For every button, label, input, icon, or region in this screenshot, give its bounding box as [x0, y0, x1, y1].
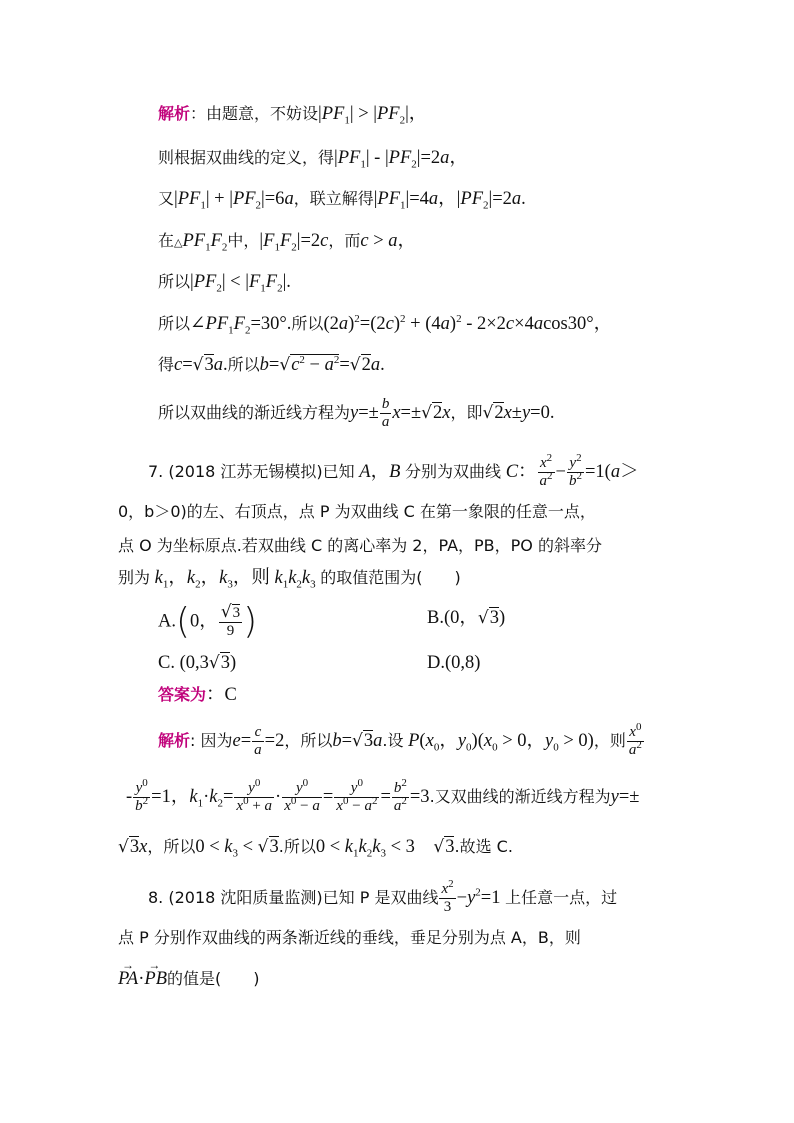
question-8-line-3: → PA·→ PB的值是( ) — [118, 966, 260, 992]
solution-label-2: 解析 — [158, 730, 191, 750]
solution-label: 解析 — [158, 104, 191, 123]
answer-line: 答案为：C — [158, 685, 237, 705]
question-7-line-3: 点 O 为坐标原点.若双曲线 C 的离心率为 2，PA，PB，PO 的斜率分 — [118, 536, 602, 555]
line-definition: 则根据双曲线的定义，得$|PF_1| - |PF_2|=2a$， — [158, 148, 468, 171]
question-7-line-4: 别为 $k_1$，$k_2$，$k_3$，则 $k_1k_2k_3$ 的取值范围为( ) — [118, 568, 461, 591]
question-7-line-2: 0，b＞0)的左、右顶点，点 P 为双曲线 C 在第一象限的任意一点， — [118, 502, 596, 521]
line-compare: 所以$|PF_2| < |F_1F_2|$. — [158, 272, 291, 295]
line-result-c: 得c=√3a.所以$b=√c^2 - a^2=√2a$. — [158, 353, 385, 375]
question-7-line-1: 7. (2018 江苏无锡模拟)已知 A，B 分别为双曲线 C： $\frac{x^2}{a^2}$ − $\frac{y^2}{b^2}$ =1(a＞ — [148, 452, 639, 489]
solution-7-line-1: 解析: 因为e= $\frac{c}{a}$ =2，所以b=√3a.设 $P(x_0$，$y_0)(x_0 > 0$，$y_0 > 0$)，则 $\frac{x^0}{a^2}$ — [158, 721, 642, 758]
option-c[interactable]: C. (0,3√3) — [158, 653, 237, 673]
solution-7-line-3: √3x，所以$0 < k_3 < √3$.所以$0 < k_1k_2k_3 < 3$ √3.故选 C. — [118, 837, 513, 860]
option-b[interactable]: B.(0，√3) — [427, 608, 506, 628]
line-asymptote: 所以双曲线的渐近线方程为y=± $\frac{b}{a}$ x=±√2x，即√2x±y=0. — [158, 396, 555, 430]
option-d[interactable]: D.(0,8) — [427, 653, 481, 673]
line-cosine-law: 所以$\angle PF_1F_2=30^\circ$.所以$(2a)^2=(2c)^2 + (4a)^2 - 2\times 2c\times 4acos30^\circ$， — [158, 312, 613, 337]
line-triangle: 在$\triangle PF_1F_2$中，$|F_1F_2|=2c$，而c > a， — [158, 231, 417, 254]
fraction-b-over-a: $\frac{b}{a}$ — [381, 396, 390, 430]
solution-7-line-2: - $\frac{y^0}{b^2}$ =1，$k_1\cdot k_2=$ $\frac{y^0}{x^0 + a}$ · $\frac{y^0}{x^0 - a}$ = $\frac{y^0}{x^0 - a^2}$ = $\frac{b^2}{a^2}$ =3.又双曲线的渐近线方程为y=± — [126, 777, 640, 814]
answer-label: 答案为 — [158, 685, 207, 704]
question-8-line-2: 点 P 分别作双曲线的两条渐近线的垂线，垂足分别为点 A，B，则 — [118, 928, 581, 947]
line-solution-intro: 解析：由题意，不妨设$|PF_1| > |PF_2|$， — [158, 104, 428, 127]
option-a[interactable]: A.(0， $\frac{√3}{9}$ ) — [158, 601, 258, 642]
question-8-line-1: 8. (2018 沈阳质量监测)已知 P 是双曲线 $\frac{x^2}{3}$ $-y^2=1$ 上任意一点，过 — [148, 878, 618, 915]
line-system: 又$|PF_1| + |PF_2|=6a$，联立解得$|PF_1|=4a$，$|PF_2|=2a$. — [158, 189, 526, 212]
